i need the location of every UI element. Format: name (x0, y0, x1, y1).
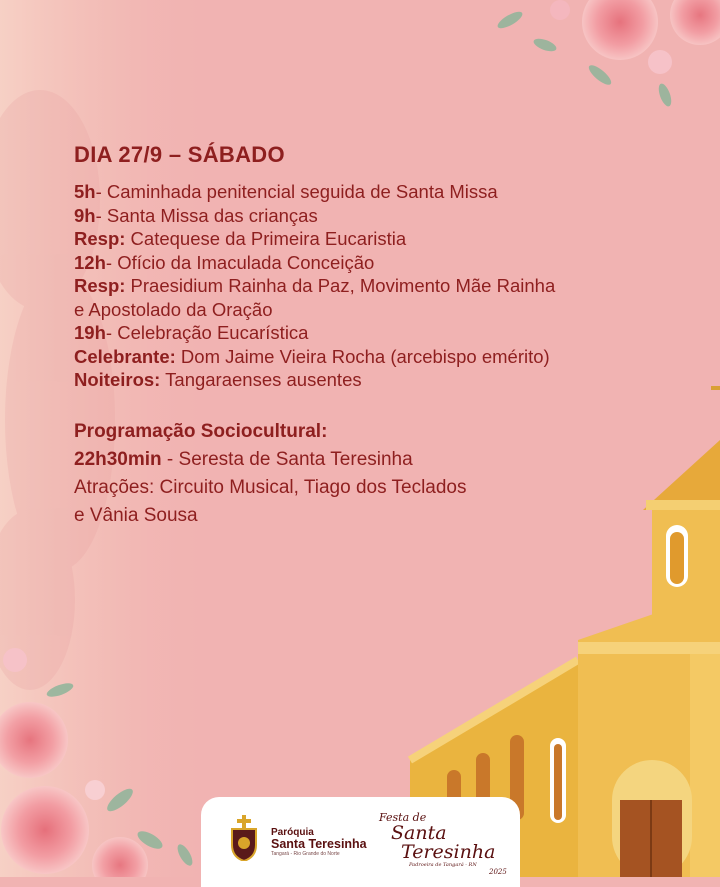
schedule-text: Santa Missa das crianças (106, 204, 318, 226)
program-content (74, 142, 714, 530)
festa-year: 2025 (489, 868, 507, 876)
festa-line-1: Festa de (379, 811, 427, 824)
festa-line-3: Teresinha (401, 841, 496, 863)
schedule-text: Dom Jaime Vieira Rocha (arcebispo emérito) (180, 345, 550, 367)
attractions-line-2: e Vânia Sousa (74, 504, 198, 526)
schedule-text: Ofício da Imaculada Conceição (117, 251, 375, 273)
schedule-text: Catequese da Primeira Eucaristia (130, 228, 407, 249)
schedule-label: Noiteiros: (74, 369, 161, 390)
festa-line-4: Padroeira de Tangará - RN (409, 862, 477, 868)
event-time: 22h30min (74, 448, 162, 470)
schedule-text: - (105, 322, 118, 343)
schedule-text: Caminhada penitencial seguida de Santa Missa (106, 181, 498, 202)
festa-line-2: Santa (391, 822, 447, 844)
sociocultural-title: Programação Sociocultural: (74, 420, 328, 442)
parish-line-2: Santa Teresinha (271, 837, 367, 851)
schedule-label: 19h (74, 322, 106, 343)
schedule-line (74, 251, 714, 275)
schedule-label: Celebrante: (74, 345, 176, 367)
schedule-text: - (95, 204, 107, 226)
festa-logo (379, 811, 507, 876)
schedule-text: - (105, 251, 118, 273)
schedule-line (74, 204, 714, 228)
schedule-label: 9h (74, 204, 96, 226)
schedule-text: Tangaraenses ausentes (165, 369, 362, 390)
schedule-list (74, 180, 714, 392)
schedule-line (74, 368, 714, 392)
schedule-line (74, 227, 714, 251)
schedule-label: 5h (74, 181, 96, 202)
schedule-line (74, 274, 714, 298)
parish-line-3: Tangará - Rio Grande do Norte (271, 851, 340, 857)
parish-crest-icon (229, 815, 259, 861)
schedule-line (74, 345, 714, 369)
schedule-text: Praesidium Rainha da Paz, Movimento Mãe Rainha (130, 275, 556, 296)
schedule-label: Resp: (74, 228, 126, 249)
schedule-text: - (95, 181, 107, 202)
schedule-label: Resp: (74, 275, 126, 296)
schedule-line (74, 321, 714, 345)
sociocultural-event (74, 446, 714, 474)
schedule-text: Celebração Eucarística (117, 322, 309, 343)
attractions-line-1: Atrações: Circuito Musical, Tiago dos Teclados (74, 476, 467, 498)
schedule-line (74, 298, 714, 322)
parish-logo-text (271, 827, 367, 857)
schedule-line (74, 180, 714, 204)
parish-line-1: Paróquia (271, 827, 314, 838)
day-title: DIA 27/9 – SÁBADO (74, 142, 285, 167)
footer-logos (201, 797, 520, 887)
schedule-label: 12h (74, 251, 106, 273)
schedule-text: e Apostolado da Oração (74, 298, 273, 320)
event-name: - Seresta de Santa Teresinha (161, 448, 413, 470)
